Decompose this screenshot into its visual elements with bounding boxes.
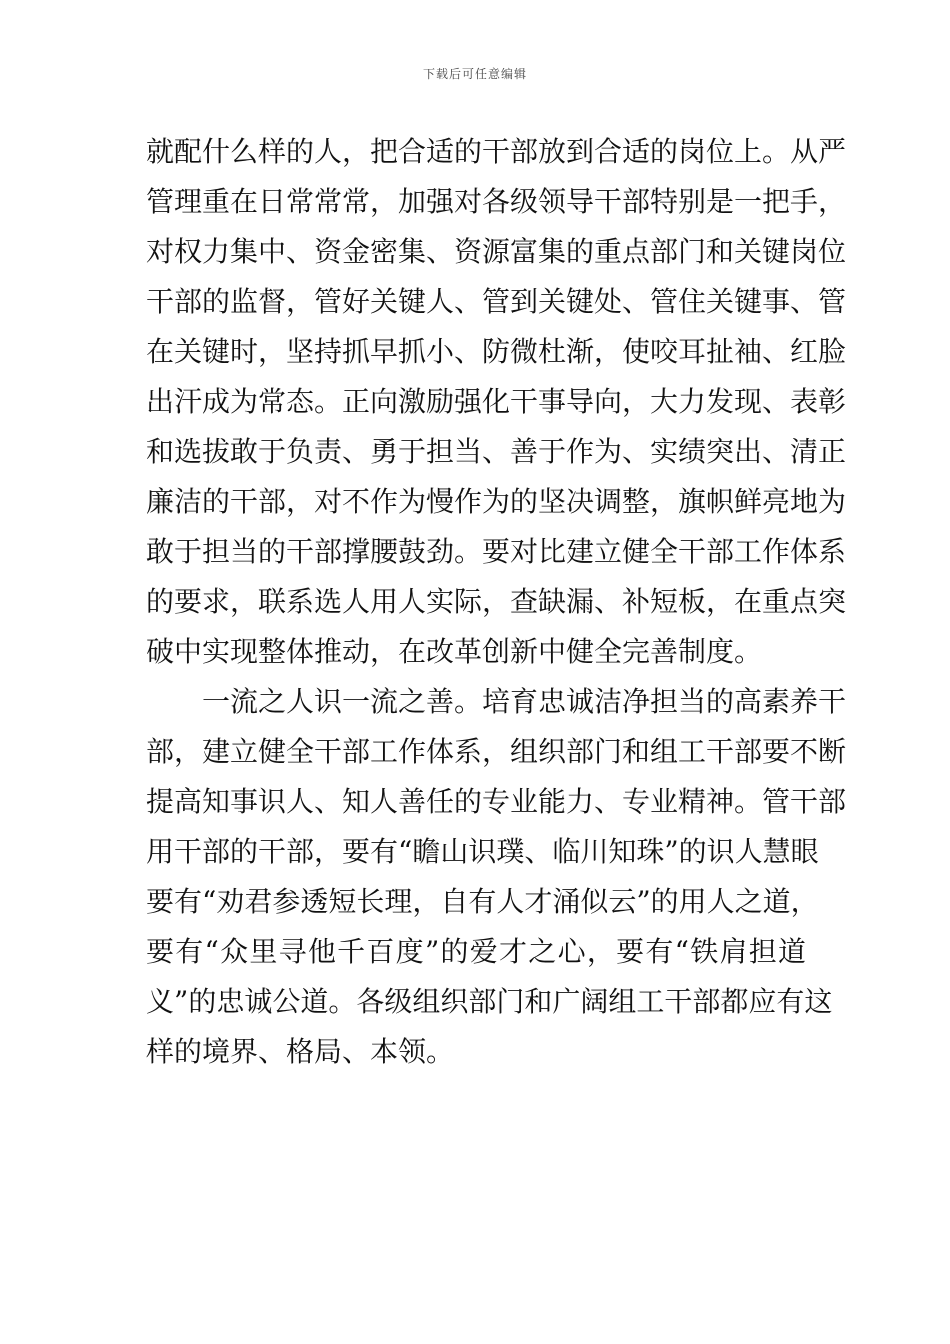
text-line: 样的境界、格局、本领。 — [146, 1035, 455, 1068]
text-line: 和选拔敢于负责、勇于担当、善于作为、实绩突出、清正 — [146, 435, 847, 468]
text-line: 敢于担当的干部撑腰鼓劲。要对比建立健全干部工作体系 — [146, 535, 847, 568]
paragraph-1 — [146, 127, 847, 677]
text-line: 部，建立健全干部工作体系，组织部门和组工干部要不断 — [146, 735, 847, 768]
text-line: 提高知事识人、知人善任的专业能力、专业精神。管干部 — [146, 785, 847, 818]
text-line: 就配什么样的人，把合适的干部放到合适的岗位上。从严 — [146, 135, 847, 168]
text-line: 要有“劝君参透短长理，自有人才涌似云”的用人之道， — [146, 885, 819, 918]
text-line: 管理重在日常常常，加强对各级领导干部特别是一把手， — [146, 185, 847, 218]
paragraph-2 — [146, 677, 847, 1077]
text-line: 出汗成为常态。正向激励强化干事导向，大力发现、表彰 — [146, 385, 847, 418]
text-line: 一流之人识一流之善。培育忠诚洁净担当的高素养干 — [202, 685, 847, 718]
page-header: 下载后可任意编辑 — [422, 67, 527, 81]
text-line: 义”的忠诚公道。各级组织部门和广阔组工干部都应有这 — [146, 985, 833, 1018]
body-text — [146, 127, 847, 1077]
text-line: 要有“众里寻他千百度”的爱才之心，要有“铁肩担道 — [146, 935, 806, 968]
text-line: 的要求，联系选人用人实际，查缺漏、补短板，在重点突 — [146, 585, 847, 618]
text-line: 廉洁的干部，对不作为慢作为的坚决调整，旗帜鲜亮地为 — [146, 485, 847, 518]
text-line: 破中实现整体推动，在改革创新中健全完善制度。 — [146, 635, 763, 668]
text-line: 用干部的干部，要有“瞻山识璞、临川知珠”的识人慧眼 — [146, 835, 819, 868]
text-line: 在关键时，坚持抓早抓小、防微杜渐，使咬耳扯袖、红脸 — [146, 335, 847, 368]
text-line: 对权力集中、资金密集、资源富集的重点部门和关键岗位 — [146, 235, 847, 268]
text-line: 干部的监督，管好关键人、管到关键处、管住关键事、管 — [146, 285, 847, 318]
